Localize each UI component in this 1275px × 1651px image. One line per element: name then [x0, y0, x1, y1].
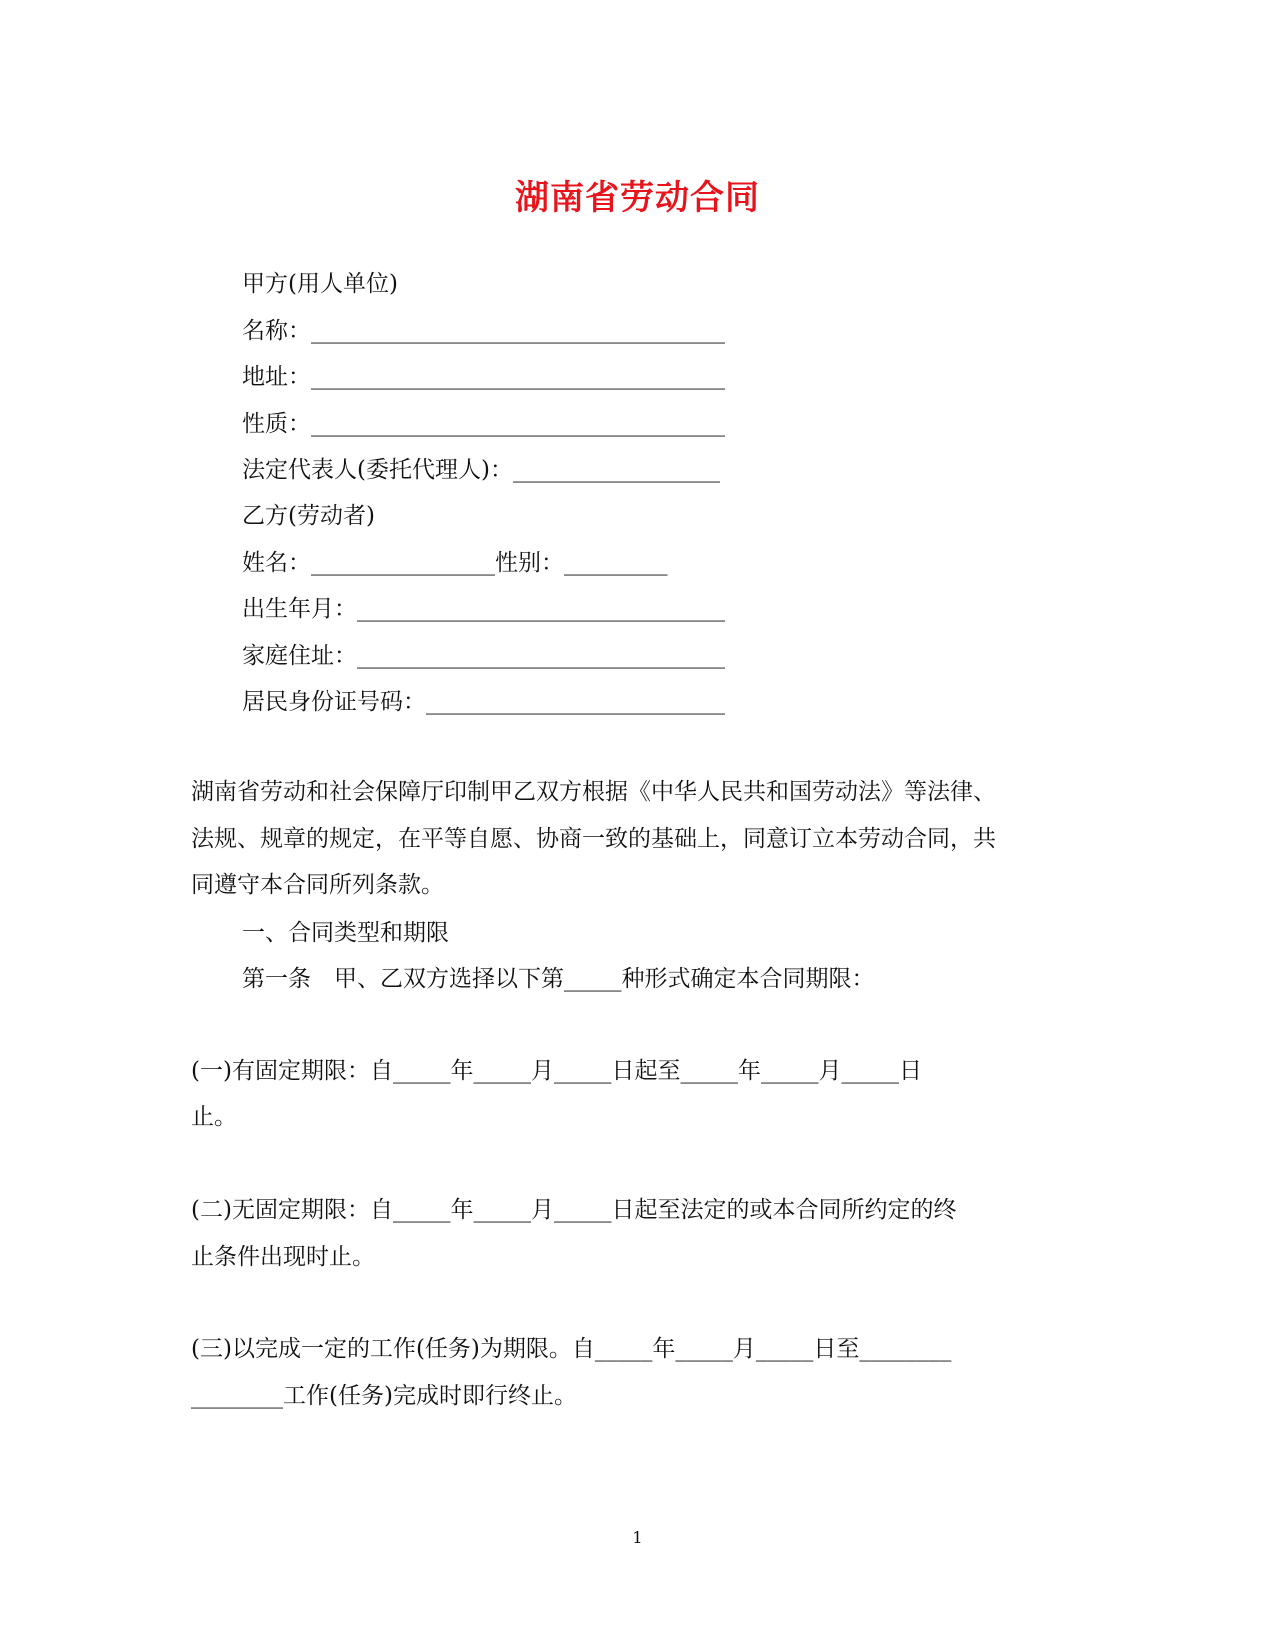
party-b-birth-field: 出生年月：________________________________ — [242, 596, 725, 622]
party-a-name-field: 名称：____________________________________ — [242, 318, 725, 344]
preamble-line-1: 湖南省劳动和社会保障厅印制甲乙双方根据《中华人民共和国劳动法》等法律、 — [191, 779, 996, 805]
party-a-address-field: 地址：____________________________________ — [242, 364, 725, 390]
option-1-line-1: (一)有固定期限：自_____年_____月_____日起至_____年_____月_____日 — [191, 1058, 922, 1084]
party-a-nature-field: 性质：____________________________________ — [242, 411, 725, 437]
preamble-line-3: 同遵守本合同所列条款。 — [191, 872, 444, 898]
page-number: 1 — [632, 1528, 643, 1547]
option-3-line-1: (三)以完成一定的工作(任务)为期限。自_____年_____月_____日至________ — [191, 1336, 952, 1362]
party-a-heading: 甲方(用人单位) — [242, 271, 398, 297]
option-2-line-1: (二)无固定期限：自_____年_____月_____日起至法定的或本合同所约定的终 — [191, 1197, 957, 1223]
option-1-line-2: 止。 — [191, 1104, 237, 1130]
preamble-line-2: 法规、规章的规定，在平等自愿、协商一致的基础上，同意订立本劳动合同，共 — [191, 826, 996, 852]
party-a-representative-field: 法定代表人(委托代理人)：__________________ — [242, 457, 720, 483]
option-2-line-2: 止条件出现时止。 — [191, 1244, 375, 1270]
option-3-line-2: ________工作(任务)完成时即行终止。 — [191, 1383, 577, 1409]
party-b-home-address-field: 家庭住址：________________________________ — [242, 643, 725, 669]
party-b-name-gender-field: 姓名：________________性别：_________ — [242, 550, 668, 576]
party-b-heading: 乙方(劳动者) — [242, 503, 375, 529]
section-1-heading: 一、合同类型和期限 — [242, 920, 449, 946]
article-1-text: 第一条 甲、乙双方选择以下第_____种形式确定本合同期限： — [242, 966, 875, 992]
party-b-id-number-field: 居民身份证号码：__________________________ — [242, 689, 725, 715]
document-title: 湖南省劳动合同 — [515, 178, 760, 218]
